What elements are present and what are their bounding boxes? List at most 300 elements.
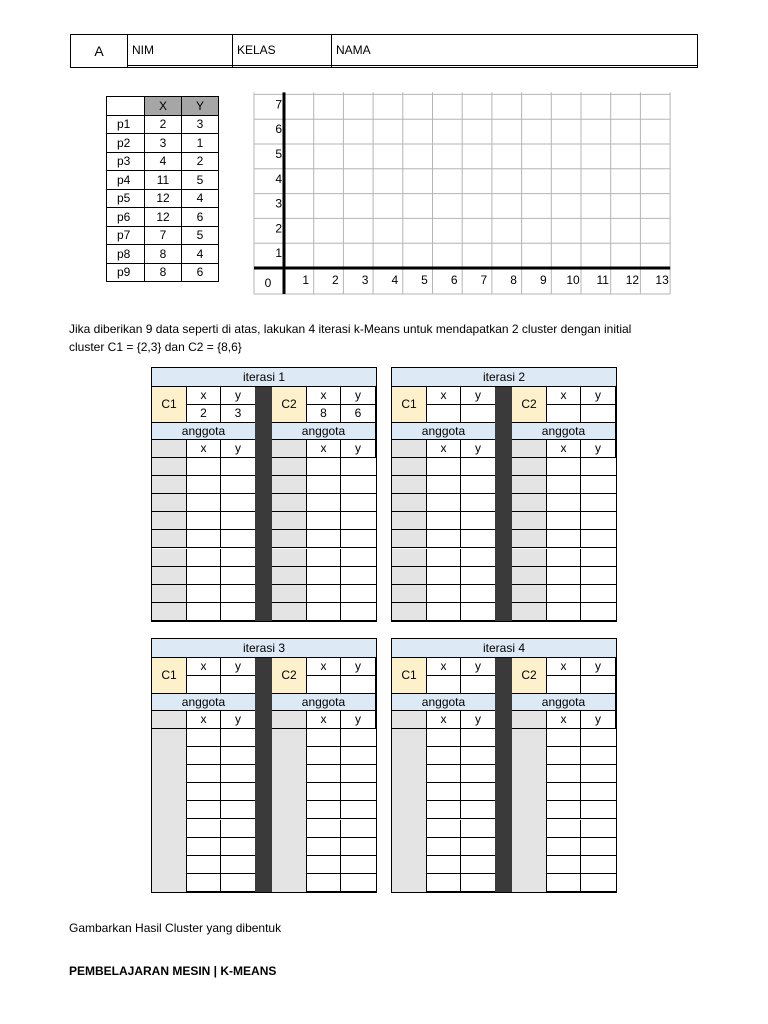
member-x-cell[interactable] <box>427 494 461 512</box>
y-tick-label: 7 <box>275 97 282 112</box>
data-cell-label: p3 <box>107 152 145 171</box>
member-x-cell[interactable] <box>187 874 221 892</box>
x-tick-label: 10 <box>566 273 580 287</box>
centroid-x-header: x <box>427 387 461 405</box>
member-x-cell[interactable] <box>427 603 461 621</box>
member-y-cell[interactable] <box>581 494 616 512</box>
member-y-cell[interactable] <box>581 567 616 585</box>
centroid-y-header: y <box>221 658 256 676</box>
cluster-separator <box>495 387 512 621</box>
member-x-cell[interactable] <box>307 603 341 621</box>
member-y-cell[interactable] <box>581 856 616 874</box>
member-x-cell[interactable] <box>547 476 581 494</box>
member-y-cell[interactable] <box>461 549 496 567</box>
member-x-cell[interactable] <box>427 567 461 585</box>
member-y-cell[interactable] <box>221 476 256 494</box>
member-index-header <box>392 440 427 458</box>
member-x-header: x <box>307 440 341 458</box>
member-y-cell[interactable] <box>461 567 496 585</box>
member-x-cell[interactable] <box>547 458 581 476</box>
data-row <box>107 189 219 208</box>
member-x-cell[interactable] <box>187 494 221 512</box>
x-tick-label: 13 <box>655 273 669 287</box>
member-y-cell[interactable] <box>341 494 376 512</box>
member-y-cell[interactable] <box>461 603 496 621</box>
member-x-cell[interactable] <box>307 729 341 747</box>
member-y-cell[interactable] <box>341 549 376 567</box>
centroid-y-value[interactable] <box>221 676 256 694</box>
centroid-label-c1: C1 <box>152 387 187 423</box>
member-x-cell[interactable] <box>187 585 221 603</box>
member-x-cell[interactable] <box>427 729 461 747</box>
member-x-cell[interactable] <box>187 512 221 530</box>
data-cell-label: p2 <box>107 134 145 153</box>
member-x-cell[interactable] <box>187 820 221 838</box>
member-x-cell[interactable] <box>547 729 581 747</box>
member-y-cell[interactable] <box>461 838 496 856</box>
member-x-cell[interactable] <box>307 476 341 494</box>
member-x-cell[interactable] <box>427 820 461 838</box>
centroid-label-c1: C1 <box>392 387 427 423</box>
data-cell-x: 12 <box>145 208 182 227</box>
member-y-cell[interactable] <box>341 585 376 603</box>
member-y-header: y <box>221 711 256 729</box>
centroid-x-value[interactable] <box>427 676 461 694</box>
member-y-cell[interactable] <box>221 747 256 765</box>
iteration-block <box>391 367 617 622</box>
member-x-cell[interactable] <box>187 549 221 567</box>
data-cell-x: 8 <box>145 263 182 282</box>
member-y-cell[interactable] <box>221 512 256 530</box>
member-y-cell[interactable] <box>221 874 256 892</box>
member-y-cell[interactable] <box>581 549 616 567</box>
member-y-cell[interactable] <box>581 603 616 621</box>
member-index-cell <box>272 494 307 512</box>
member-x-cell[interactable] <box>547 747 581 765</box>
centroid-y-value[interactable]: 6 <box>341 405 376 423</box>
col-x-header: X <box>145 97 182 116</box>
data-cell-y: 1 <box>182 134 219 153</box>
members-label: anggota <box>152 694 256 711</box>
member-index-cell <box>392 476 427 494</box>
data-cell-y: 3 <box>182 115 219 134</box>
question-line-2: cluster C1 = {2,3} dan C2 = {8,6} <box>69 340 242 354</box>
centroid-x-header: x <box>307 658 341 676</box>
member-index-column <box>272 729 307 892</box>
member-index-header <box>272 440 307 458</box>
member-y-cell[interactable] <box>461 820 496 838</box>
centroid-y-header: y <box>341 387 376 405</box>
member-x-cell[interactable] <box>427 747 461 765</box>
member-x-cell[interactable] <box>427 838 461 856</box>
centroid-y-value[interactable]: 3 <box>221 405 256 423</box>
member-y-cell[interactable] <box>341 783 376 801</box>
iteration-block <box>391 638 617 893</box>
member-x-cell[interactable] <box>187 783 221 801</box>
member-y-cell[interactable] <box>341 856 376 874</box>
member-index-cell <box>512 530 547 548</box>
member-y-cell[interactable] <box>221 783 256 801</box>
member-y-cell[interactable] <box>581 747 616 765</box>
member-x-cell[interactable] <box>427 783 461 801</box>
nama-label: NAMA <box>332 35 698 66</box>
member-x-cell[interactable] <box>547 820 581 838</box>
member-x-cell[interactable] <box>187 603 221 621</box>
data-points-table <box>106 96 219 282</box>
member-y-cell[interactable] <box>341 530 376 548</box>
member-y-cell[interactable] <box>461 856 496 874</box>
member-y-header: y <box>581 711 616 729</box>
x-tick-label: 1 <box>302 273 310 287</box>
student-info-table <box>70 34 698 68</box>
member-y-cell[interactable] <box>461 585 496 603</box>
member-x-cell[interactable] <box>187 765 221 783</box>
data-cell-x: 4 <box>145 152 182 171</box>
member-y-header: y <box>581 440 616 458</box>
member-index-cell <box>512 476 547 494</box>
centroid-label-c2: C2 <box>272 658 307 694</box>
data-row <box>107 115 219 134</box>
data-cell-x: 12 <box>145 189 182 208</box>
member-x-cell[interactable] <box>547 549 581 567</box>
member-x-cell[interactable] <box>427 549 461 567</box>
x-tick-label: 2 <box>332 273 339 287</box>
cluster-separator <box>255 658 272 892</box>
member-y-cell[interactable] <box>221 820 256 838</box>
members-label: anggota <box>512 423 616 440</box>
member-y-cell[interactable] <box>341 458 376 476</box>
member-y-cell[interactable] <box>581 729 616 747</box>
member-y-cell[interactable] <box>341 801 376 819</box>
kelas-label: KELAS <box>233 35 332 66</box>
member-index-cell <box>152 512 187 530</box>
data-cell-label: p5 <box>107 189 145 208</box>
member-x-cell[interactable] <box>547 783 581 801</box>
member-y-cell[interactable] <box>461 801 496 819</box>
member-x-header: x <box>187 711 221 729</box>
member-y-cell[interactable] <box>461 874 496 892</box>
member-index-cell <box>152 585 187 603</box>
member-x-header: x <box>427 711 461 729</box>
nama-field[interactable] <box>332 65 698 67</box>
data-cell-y: 2 <box>182 152 219 171</box>
member-y-cell[interactable] <box>221 729 256 747</box>
member-x-cell[interactable] <box>427 530 461 548</box>
member-x-cell[interactable] <box>187 476 221 494</box>
exam-code: A <box>71 35 128 68</box>
centroid-y-value[interactable] <box>341 676 376 694</box>
member-y-cell[interactable] <box>221 530 256 548</box>
member-x-cell[interactable] <box>427 512 461 530</box>
member-x-cell[interactable] <box>187 856 221 874</box>
centroid-x-header: x <box>187 387 221 405</box>
member-index-cell <box>152 458 187 476</box>
centroid-label-c2: C2 <box>512 658 547 694</box>
member-x-cell[interactable] <box>307 765 341 783</box>
member-x-cell[interactable] <box>547 585 581 603</box>
member-y-cell[interactable] <box>341 603 376 621</box>
iteration-block <box>151 638 377 893</box>
member-x-cell[interactable] <box>427 801 461 819</box>
y-tick-label: 5 <box>275 147 282 161</box>
member-x-cell[interactable] <box>547 765 581 783</box>
centroid-y-value[interactable] <box>461 676 496 694</box>
member-y-cell[interactable] <box>461 458 496 476</box>
data-cell-label: p1 <box>107 115 145 134</box>
member-y-cell[interactable] <box>341 567 376 585</box>
member-x-cell[interactable] <box>307 783 341 801</box>
member-x-cell[interactable] <box>427 765 461 783</box>
centroid-x-value[interactable]: 2 <box>187 405 221 423</box>
member-x-header: x <box>547 711 581 729</box>
member-index-cell <box>152 476 187 494</box>
member-x-cell[interactable] <box>427 874 461 892</box>
nim-label: NIM <box>128 35 233 66</box>
member-y-cell[interactable] <box>461 530 496 548</box>
member-index-cell <box>272 567 307 585</box>
member-x-cell[interactable] <box>307 530 341 548</box>
y-tick-label: 3 <box>275 196 282 211</box>
member-y-cell[interactable] <box>581 458 616 476</box>
member-x-cell[interactable] <box>427 585 461 603</box>
member-y-header: y <box>461 711 496 729</box>
member-y-cell[interactable] <box>581 476 616 494</box>
member-x-cell[interactable] <box>307 567 341 585</box>
member-x-cell[interactable] <box>427 476 461 494</box>
data-cell-label: p7 <box>107 226 145 245</box>
member-y-header: y <box>341 440 376 458</box>
centroid-label-c2: C2 <box>272 387 307 423</box>
member-index-cell <box>512 549 547 567</box>
member-x-cell[interactable] <box>187 729 221 747</box>
member-y-cell[interactable] <box>221 567 256 585</box>
member-x-cell[interactable] <box>187 801 221 819</box>
member-x-header: x <box>187 440 221 458</box>
centroid-y-header: y <box>341 658 376 676</box>
coordinate-grid <box>252 92 672 298</box>
member-y-cell[interactable] <box>461 512 496 530</box>
x-tick-label: 11 <box>596 273 609 287</box>
members-label: anggota <box>392 694 496 711</box>
member-index-header <box>152 711 187 729</box>
x-tick-label: 9 <box>539 273 547 287</box>
member-y-cell[interactable] <box>221 585 256 603</box>
x-tick-label: 8 <box>510 273 517 287</box>
col-y-header: Y <box>182 97 219 116</box>
member-y-cell[interactable] <box>581 801 616 819</box>
data-cell-y: 6 <box>182 263 219 282</box>
centroid-y-header: y <box>221 387 256 405</box>
cluster-caption: Gambarkan Hasil Cluster yang dibentuk <box>69 921 282 935</box>
member-y-cell[interactable] <box>341 747 376 765</box>
member-y-cell[interactable] <box>221 765 256 783</box>
member-index-header <box>272 711 307 729</box>
member-x-cell[interactable] <box>307 838 341 856</box>
centroid-y-value[interactable] <box>581 676 616 694</box>
iteration-title: iterasi 4 <box>392 639 616 658</box>
member-x-cell[interactable] <box>307 801 341 819</box>
member-y-cell[interactable] <box>221 603 256 621</box>
member-y-cell[interactable] <box>461 494 496 512</box>
member-y-cell[interactable] <box>221 801 256 819</box>
member-y-cell[interactable] <box>461 747 496 765</box>
member-x-cell[interactable] <box>187 567 221 585</box>
member-x-cell[interactable] <box>187 530 221 548</box>
member-y-cell[interactable] <box>461 765 496 783</box>
centroid-label-c1: C1 <box>152 658 187 694</box>
member-y-cell[interactable] <box>221 549 256 567</box>
question-line-1: Jika diberikan 9 data seperti di atas, lakukan 4 iterasi k-Means untuk mendapatkan 2 cluster dengan initial <box>69 322 632 336</box>
member-index-column <box>392 729 427 892</box>
centroid-y-value[interactable] <box>581 405 616 423</box>
member-y-cell[interactable] <box>221 856 256 874</box>
member-x-cell[interactable] <box>547 838 581 856</box>
member-x-cell[interactable] <box>547 874 581 892</box>
member-y-cell[interactable] <box>581 765 616 783</box>
member-index-header <box>392 711 427 729</box>
member-y-cell[interactable] <box>221 838 256 856</box>
member-index-cell <box>392 530 427 548</box>
centroid-y-header: y <box>581 658 616 676</box>
member-x-cell[interactable] <box>547 567 581 585</box>
data-cell-x: 7 <box>145 226 182 245</box>
member-y-cell[interactable] <box>341 838 376 856</box>
member-y-cell[interactable] <box>341 476 376 494</box>
member-x-cell[interactable] <box>307 874 341 892</box>
member-y-cell[interactable] <box>341 820 376 838</box>
member-y-cell[interactable] <box>341 874 376 892</box>
data-row <box>107 263 219 282</box>
member-x-cell[interactable] <box>307 585 341 603</box>
data-cell-x: 8 <box>145 245 182 264</box>
data-cell-x: 2 <box>145 115 182 134</box>
member-y-cell[interactable] <box>581 512 616 530</box>
centroid-y-header: y <box>461 387 496 405</box>
member-y-cell[interactable] <box>461 476 496 494</box>
data-row <box>107 134 219 153</box>
member-index-cell <box>392 549 427 567</box>
member-x-cell[interactable] <box>307 856 341 874</box>
centroid-x-value[interactable] <box>187 676 221 694</box>
member-x-header: x <box>307 711 341 729</box>
member-index-column <box>152 729 187 892</box>
member-x-cell[interactable] <box>187 747 221 765</box>
member-y-cell[interactable] <box>581 783 616 801</box>
member-x-cell[interactable] <box>307 494 341 512</box>
member-x-cell[interactable] <box>307 747 341 765</box>
x-tick-label: 12 <box>625 273 640 287</box>
cluster-separator <box>495 658 512 892</box>
centroid-x-value[interactable] <box>427 405 461 423</box>
member-index-cell <box>152 549 187 567</box>
member-x-cell[interactable] <box>547 512 581 530</box>
nim-field[interactable] <box>128 65 233 67</box>
members-label: anggota <box>392 423 496 440</box>
member-y-cell[interactable] <box>461 729 496 747</box>
member-y-cell[interactable] <box>581 820 616 838</box>
y-tick-label: 2 <box>275 221 282 236</box>
member-x-cell[interactable] <box>427 856 461 874</box>
data-row <box>107 152 219 171</box>
member-index-cell <box>392 458 427 476</box>
data-cell-y: 4 <box>182 189 219 208</box>
member-y-cell[interactable] <box>581 585 616 603</box>
data-cell-y: 5 <box>182 226 219 245</box>
data-cell-y: 5 <box>182 171 219 190</box>
origin-label: 0 <box>264 276 272 290</box>
member-index-cell <box>272 458 307 476</box>
member-x-cell[interactable] <box>187 838 221 856</box>
data-cell-y: 6 <box>182 208 219 227</box>
member-index-header <box>512 440 547 458</box>
iteration-block <box>151 367 377 622</box>
members-label: anggota <box>272 423 376 440</box>
member-x-cell[interactable] <box>307 820 341 838</box>
data-cell-x: 11 <box>145 171 182 190</box>
member-x-cell[interactable] <box>547 801 581 819</box>
centroid-label-c2: C2 <box>512 387 547 423</box>
data-cell-x: 3 <box>145 134 182 153</box>
member-y-cell[interactable] <box>341 512 376 530</box>
member-x-cell[interactable] <box>547 856 581 874</box>
centroid-x-value[interactable]: 8 <box>307 405 341 423</box>
data-row <box>107 245 219 264</box>
member-index-cell <box>512 458 547 476</box>
x-tick-label: 6 <box>450 273 458 287</box>
member-y-cell[interactable] <box>341 765 376 783</box>
member-x-cell[interactable] <box>547 494 581 512</box>
member-index-cell <box>392 512 427 530</box>
member-y-header: y <box>461 440 496 458</box>
member-x-cell[interactable] <box>187 458 221 476</box>
member-x-cell[interactable] <box>307 512 341 530</box>
iteration-title: iterasi 1 <box>152 368 376 387</box>
centroid-y-header: y <box>581 387 616 405</box>
centroid-x-value[interactable] <box>547 676 581 694</box>
member-y-cell[interactable] <box>581 530 616 548</box>
member-y-cell[interactable] <box>461 783 496 801</box>
member-x-cell[interactable] <box>547 530 581 548</box>
member-y-cell[interactable] <box>221 494 256 512</box>
member-y-cell[interactable] <box>581 838 616 856</box>
data-row <box>107 226 219 245</box>
member-index-cell <box>392 567 427 585</box>
member-index-cell <box>512 585 547 603</box>
member-x-cell[interactable] <box>307 458 341 476</box>
member-index-header <box>512 711 547 729</box>
y-tick-label: 4 <box>275 171 282 186</box>
member-x-cell[interactable] <box>427 458 461 476</box>
member-y-cell[interactable] <box>341 729 376 747</box>
member-x-cell[interactable] <box>547 603 581 621</box>
centroid-y-value[interactable] <box>461 405 496 423</box>
member-index-cell <box>392 585 427 603</box>
member-y-cell[interactable] <box>581 874 616 892</box>
data-cell-label: p9 <box>107 263 145 282</box>
member-x-header: x <box>427 440 461 458</box>
member-index-cell <box>512 603 547 621</box>
data-cell-y: 4 <box>182 245 219 264</box>
kelas-field[interactable] <box>233 65 332 67</box>
iteration-title: iterasi 2 <box>392 368 616 387</box>
centroid-x-value[interactable] <box>547 405 581 423</box>
member-y-header: y <box>221 440 256 458</box>
centroid-x-value[interactable] <box>307 676 341 694</box>
members-label: anggota <box>512 694 616 711</box>
member-index-cell <box>152 494 187 512</box>
member-x-cell[interactable] <box>307 549 341 567</box>
member-y-cell[interactable] <box>221 458 256 476</box>
